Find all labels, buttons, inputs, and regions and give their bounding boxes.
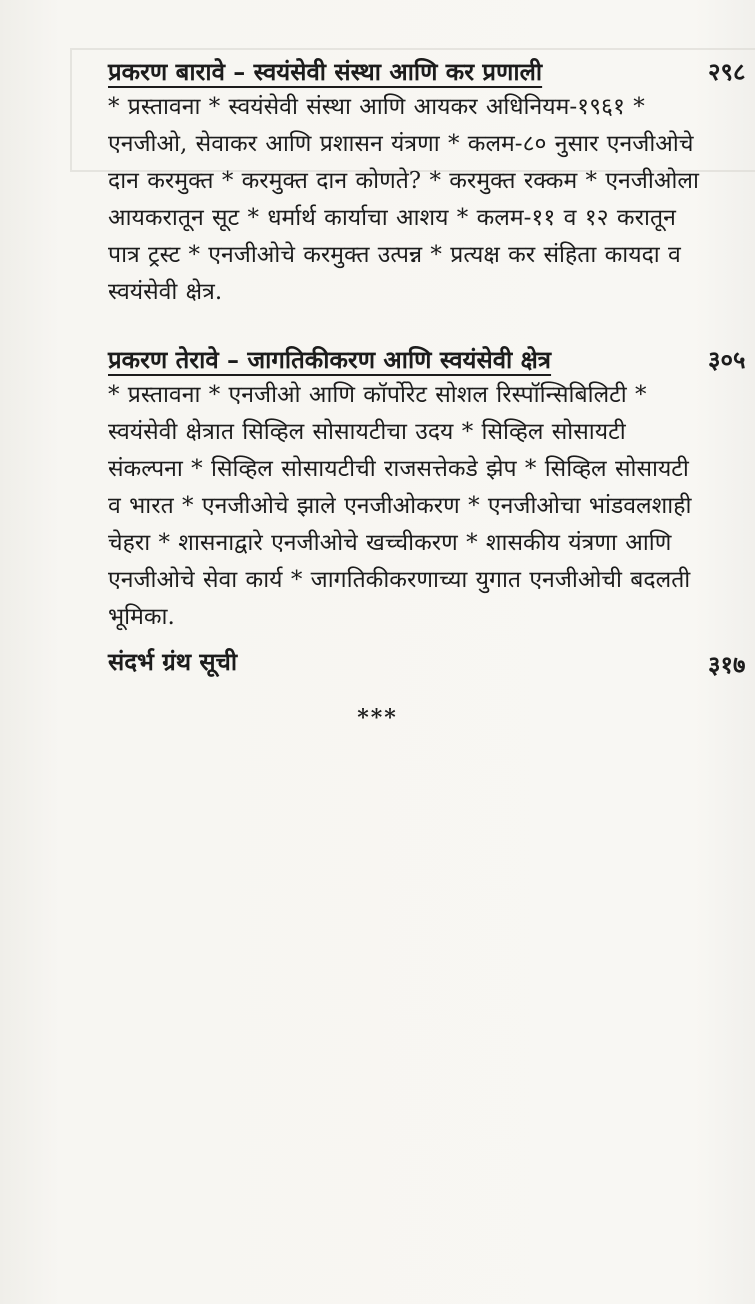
chapter-thirteen-topics: * प्रस्तावना * एनजीओ आणि कॉर्पोरेट सोशल रिस्पॉन्सिबिलिटी * स्वयंसेवी क्षेत्रात सिव्हिल सोसायटीचा उदय * सिव्हिल सोसायटी संकल्पना * सिव्हिल सोसायटीची राजसत्तेकडे झेप * सिव्हिल सोसायटी व भारत * एनजीओचे झाले एनजीओकरण * एनजीओचा भांडवलशाही चेहरा * शासनाद्वारे एनजीओचे खच्चीकरण * शासकीय यंत्रणा आणि एनजीओचे सेवा कार्य * जागतिकीकरणाच्या युगात एनजीओची बदलती भूमिका. — [108, 382, 692, 630]
chapter-thirteen — [108, 343, 708, 636]
chapter-twelve-topics: * प्रस्तावना * स्वयंसेवी संस्था आणि आयकर अधिनियम-१९६१ * एनजीओ, सेवाकर आणि प्रशासन यंत्रणा * कलम-८० नुसार एनजीओचे दान करमुक्त * करमुक्त दान कोणते? * करमुक्त रक्कम * एनजीओला आयकरातून सूट * धर्मार्थ कार्याचा आशय * कलम-११ व १२ करातून पात्र ट्रस्ट * एनजीओचे करमुक्त उत्पन्न * प्रत्यक्ष कर संहिता कायदा व स्वयंसेवी क्षेत्र. — [108, 94, 699, 305]
chapter-twelve-page-number: २९८ — [708, 57, 746, 86]
end-mark: *** — [357, 705, 398, 731]
chapter-twelve — [108, 55, 708, 311]
chapter-twelve-title: प्रकरण बारावे – स्वयंसेवी संस्था आणि कर प्रणाली — [108, 57, 543, 86]
references-title: संदर्भ ग्रंथ सूची — [108, 647, 238, 676]
references-page-number: ३१७ — [708, 650, 746, 679]
chapter-thirteen-page-number: ३०५ — [708, 345, 746, 374]
chapter-thirteen-title: प्रकरण तेरावे – जागतिकीकरण आणि स्वयंसेवी क्षेत्र — [108, 345, 552, 374]
